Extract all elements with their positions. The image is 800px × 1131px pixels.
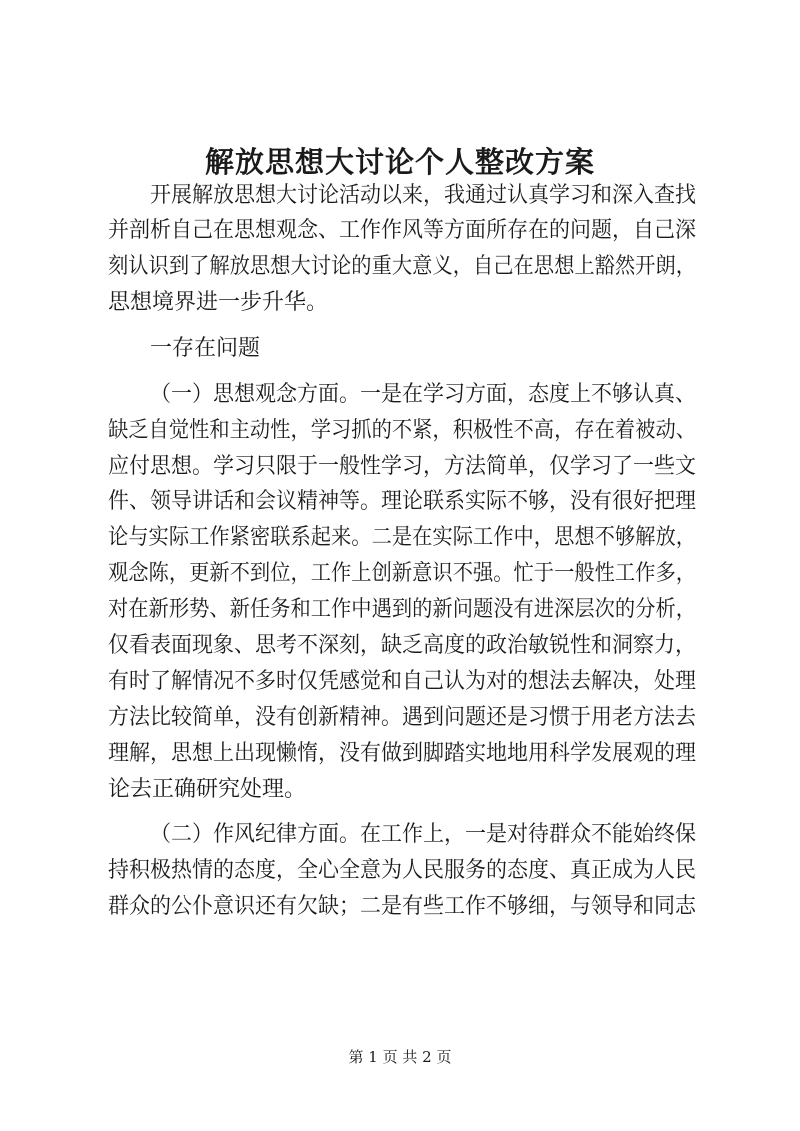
body-line: 观念陈，更新不到位，工作上创新意识不强。忙于一般性工作多，: [108, 561, 697, 586]
page-footer: 第 1 页 共 2 页: [348, 1048, 452, 1066]
body-line: 缺乏自觉性和主动性，学习抓的不紧，积极性不高，存在着被动、: [108, 418, 697, 443]
body-line: 方法比较简单，没有创新精神。遇到问题还是习惯于用老方法去: [108, 705, 697, 730]
body-line: 思想境界进一步升华。: [108, 290, 329, 315]
body-line: 应付思想。学习只限于一般性学习，方法简单，仅学习了一些文: [108, 454, 697, 479]
body-line: 有时了解情况不多时仅凭感觉和自己认为对的想法去解决，处理: [108, 669, 697, 694]
body-line: 开展解放思想大讨论活动以来，我通过认真学习和深入查找: [150, 183, 697, 208]
body-line: 群众的公仆意识还有欠缺；二是有些工作不够细，与领导和同志: [108, 894, 697, 919]
body-line: 件、领导讲话和会议精神等。理论联系实际不够，没有很好把理: [108, 489, 697, 514]
body-line: （二）作风纪律方面。在工作上，一是对待群众不能始终保: [150, 822, 697, 847]
document-title: 解放思想大讨论个人整改方案: [204, 145, 595, 179]
body-line: 论去正确研究处理。: [108, 777, 307, 802]
body-line: 论与实际工作紧密联系起来。二是在实际工作中，思想不够解放，: [108, 525, 697, 550]
body-line: 仅看表面现象、思考不深刻，缺乏高度的政治敏锐性和洞察力，: [108, 633, 697, 658]
body-line: 并剖析自己在思想观念、工作作风等方面所存在的问题，自己深: [108, 218, 697, 243]
body-line: 持积极热情的态度，全心全意为人民服务的态度、真正成为人民: [108, 858, 697, 883]
body-line: 理解，思想上出现懒惰，没有做到脚踏实地地用科学发展观的理: [108, 741, 697, 766]
section-heading: 一存在问题: [150, 336, 261, 361]
body-line: 刻认识到了解放思想大讨论的重大意义，自己在思想上豁然开朗，: [108, 254, 697, 279]
body-line: 对在新形势、新任务和工作中遇到的新问题没有进深层次的分析，: [108, 597, 697, 622]
body-line: （一）思想观念方面。一是在学习方面，态度上不够认真、: [150, 382, 697, 407]
